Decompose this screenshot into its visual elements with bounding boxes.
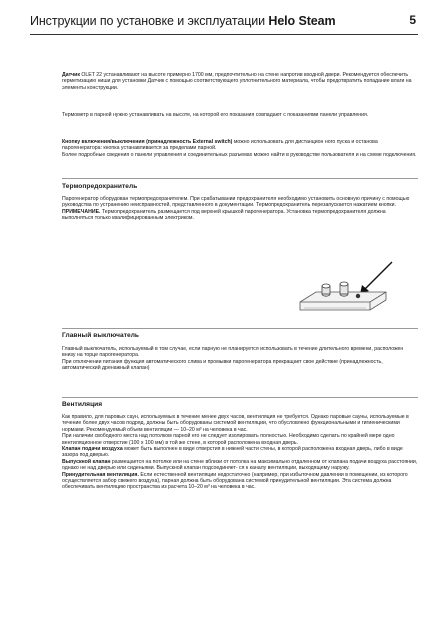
header-title bbox=[30, 14, 335, 28]
intake-lead: Клапан подачи воздуха bbox=[62, 446, 123, 453]
reset-button bbox=[356, 294, 360, 298]
sensor-paragraph bbox=[62, 72, 418, 91]
thermostat-paragraph bbox=[62, 196, 418, 222]
page-header bbox=[30, 12, 418, 35]
section-divider bbox=[62, 397, 418, 398]
section-divider bbox=[62, 178, 418, 179]
thermometer-text: Термометр в парной нужно устанавливать на высоте, на которой его показания совпадают с показаниями панели управления. bbox=[62, 112, 369, 118]
pointer-arrow-line bbox=[364, 262, 392, 290]
thermostat-note-lead: ПРИМЕЧАНИЕ. bbox=[62, 208, 101, 215]
header-title-brand: Helo Steam bbox=[268, 14, 336, 28]
section-divider bbox=[62, 328, 418, 329]
thermostat-location-illustration bbox=[296, 258, 398, 320]
switch-paragraph bbox=[62, 139, 418, 158]
thermometer-paragraph bbox=[62, 112, 418, 118]
main-switch-text-2: При отключении питания функция автоматического слива и промывки парогенератора прекращает свое действие (принадлежность, автоматический дренажный клапан) bbox=[62, 358, 383, 372]
header-title-prefix: Инструкции по установке и эксплуатации bbox=[30, 14, 269, 28]
forced-lead: Принудительная вентиляция. bbox=[62, 471, 139, 478]
sensor-lead: Датчик bbox=[62, 72, 80, 78]
ventilation-heading: Вентиляция bbox=[62, 401, 103, 408]
main-switch-heading: Главный выключатель bbox=[62, 332, 140, 339]
exhaust-lead: Выпускной клапан bbox=[62, 458, 111, 465]
switch-lead: Кнопку включения/выключения (принадлежность External switch) bbox=[62, 139, 233, 145]
main-switch-paragraph bbox=[62, 346, 418, 372]
forced-text: Если естественной вентиляции недостаточно (например, при избыточном давлении в помещении, из которого осуществляется забор свежего воздуха), парная должна быть оборудована системой принудительной вентиляции. Эта система должна обеспечивать вентиляцию пространства из расчета 10–20 м³ на человека в час. bbox=[62, 471, 408, 491]
ventilation-p2: При наличии свободного места над потолком парной его не следует изолировать полностью. Необходимо сделать по крайней мере одно вентиляционное отверстие (100 x 100 мм) в той же стене, в которой расположена входная дверь. bbox=[62, 433, 395, 446]
ventilation-paragraph bbox=[62, 414, 418, 491]
thermostat-heading: Термопредохранитель bbox=[62, 183, 138, 190]
switch-text: можно использовать для дистанцион ного пуска и останова парогенератора: кнопка устанавливается за пределами парной. bbox=[62, 139, 378, 152]
thermostat-text: Парогенератор оборудован термопредохранителем. При срабатывании предохранителя необходимо установить основную причину с помощью руководства по устранению неисправностей, представленного в документации. Термопредохранитель перезапускается нажатием кнопки. bbox=[62, 196, 410, 209]
switch-text-2: Более подробные сведения о панели управления и соединительных разъемах можно найти в руководстве пользователя и на схеме подключения. bbox=[62, 151, 417, 158]
thermostat-note-text: Термопредохранитель размещается под верхней крышкой парогенератора. Установка термопредохранителя должна выполняться только квалифицированным электриком. bbox=[62, 208, 386, 222]
main-switch-text: Главный выключатель, используемый в том случае, если парную не планируется использовать в течение длительного времени, расположен внизу на торце парогенератора. bbox=[62, 346, 404, 359]
sensor-text: OLET 22 устанавливают на высоте примерно 1700 мм, предпочтительно на стене напротив входной двери. Рекомендуется обеспечить герметизацию ниши для установки Датчик с помощью соответствующего уплотнительного материала, чтобы предотвратить попадание влаги на элементы конструкции. bbox=[62, 72, 412, 91]
exhaust-text: размещается на потолке или на стене вблизи от потолка на максимально отдаленном от клапана подачи воздуха расстоянии, однако не над дверью или сиденьями. Выпускной клапан подсоединяет- ся к каналу вентиляции, выходящему наружу. bbox=[62, 458, 418, 472]
page-number: 5 bbox=[409, 13, 416, 27]
ventilation-p1: Как правило, для паровых саун, используемых в течение менее двух часов, вентиляция не требуется. Однако паровые сауны, используемые в течение более двух часов подряд, должны быть оборудованы системой вентиляции, что обусловлено функциональными и гигиеническими нормами. Рекомендуемый объем вентиляции — 10–20 м³ на человека в час. bbox=[62, 414, 409, 433]
intake-text: может быть выполнен в виде отверстия в нижней части стены, в которой расположена входная дверь, либо в виде зазора под дверью. bbox=[62, 446, 403, 459]
